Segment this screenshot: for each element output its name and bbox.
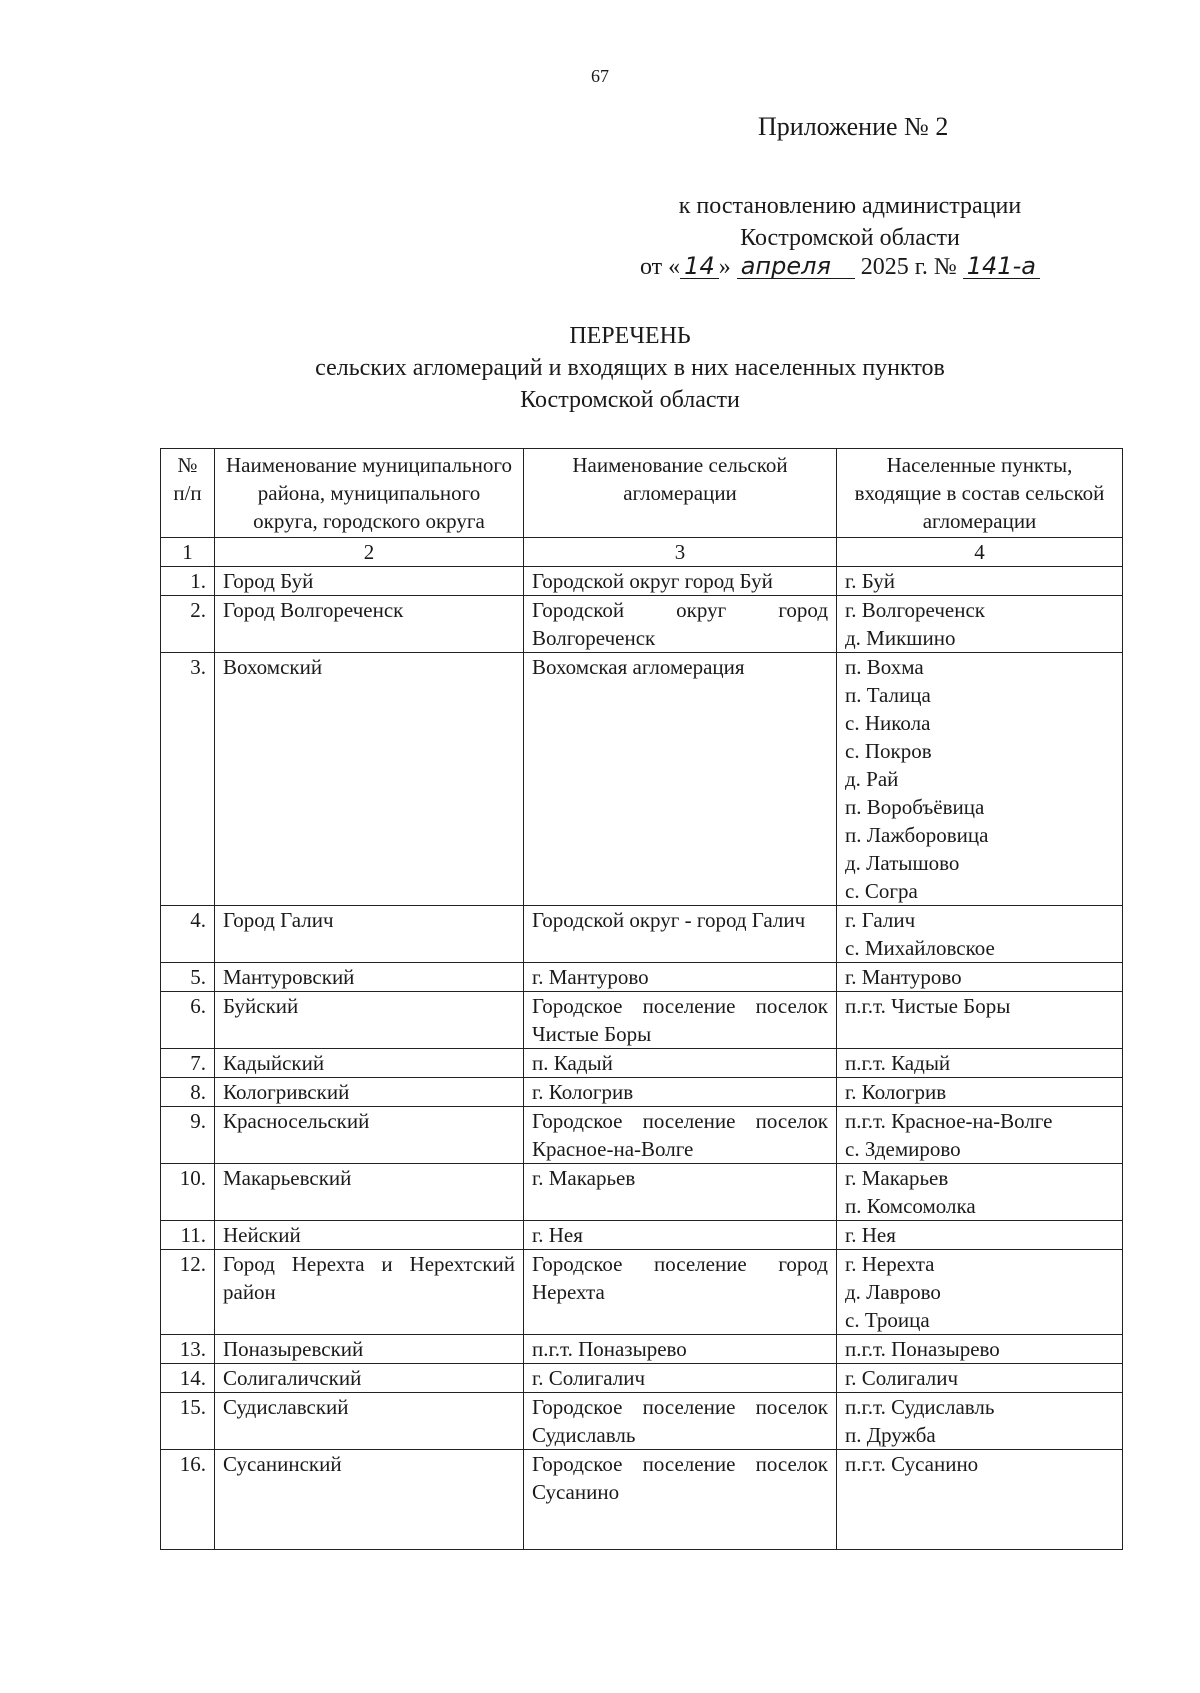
agglomeration-name: г. Кологрив bbox=[524, 1078, 837, 1107]
column-index: 1 bbox=[161, 538, 215, 567]
agglomeration-name: г. Мантурово bbox=[524, 963, 837, 992]
row-number: 15. bbox=[161, 1393, 215, 1450]
agglomeration-name: Городское поселение город Нерехта bbox=[524, 1250, 837, 1335]
settlements-list bbox=[837, 1364, 1123, 1393]
settlements-list bbox=[837, 1335, 1123, 1364]
agglomeration-name: Городское поселение поселок Красное-на-Волге bbox=[524, 1107, 837, 1164]
row-number: 11. bbox=[161, 1221, 215, 1250]
agglomeration-name: Вохомская агломерация bbox=[524, 653, 837, 906]
agglomeration-name: Городской округ город Волгореченск bbox=[524, 596, 837, 653]
header-agglomeration: Наименование сельской агломерации bbox=[524, 449, 837, 538]
row-number: 16. bbox=[161, 1450, 215, 1550]
district-name: Судиславский bbox=[215, 1393, 524, 1450]
agglomeration-name: п. Кадый bbox=[524, 1049, 837, 1078]
settlements-list bbox=[837, 992, 1123, 1049]
row-number: 6. bbox=[161, 992, 215, 1049]
district-name: Мантуровский bbox=[215, 963, 524, 992]
header-settlements: Населенные пункты, входящие в состав сельской агломерации bbox=[837, 449, 1123, 538]
table-row bbox=[161, 1393, 1123, 1450]
settlements-list bbox=[837, 596, 1123, 653]
settlement-name: п.г.т. Судиславль bbox=[845, 1395, 995, 1419]
page-number: 67 bbox=[591, 66, 609, 86]
settlement-name: с. Здемирово bbox=[845, 1137, 961, 1161]
district-name: Нейский bbox=[215, 1221, 524, 1250]
decree-prefix: от « bbox=[640, 254, 681, 280]
district-name: Макарьевский bbox=[215, 1164, 524, 1221]
table-body bbox=[161, 567, 1123, 1550]
settlement-name: п. Воробъёвица bbox=[845, 795, 985, 819]
settlements-list bbox=[837, 1250, 1123, 1335]
settlement-name: г. Солигалич bbox=[845, 1366, 959, 1390]
settlement-name: п.г.т. Кадый bbox=[845, 1051, 951, 1075]
agglomeration-name: Городское поселение поселок Чистые Боры bbox=[524, 992, 837, 1049]
settlement-name: п. Комсомолка bbox=[845, 1194, 976, 1218]
table-row bbox=[161, 1164, 1123, 1221]
settlement-name: с. Никола bbox=[845, 711, 931, 735]
row-number: 1. bbox=[161, 567, 215, 596]
settlements-list bbox=[837, 1450, 1123, 1550]
title-main: ПЕРЕЧЕНЬ bbox=[569, 323, 691, 349]
agglomeration-name: г. Солигалич bbox=[524, 1364, 837, 1393]
table-row bbox=[161, 1078, 1123, 1107]
table-row bbox=[161, 1107, 1123, 1164]
settlement-name: д. Латышово bbox=[845, 851, 960, 875]
settlement-name: г. Мантурово bbox=[845, 965, 962, 989]
district-name: Буйский bbox=[215, 992, 524, 1049]
table-row bbox=[161, 653, 1123, 906]
settlement-name: г. Нерехта bbox=[845, 1252, 935, 1276]
settlement-name: п.г.т. Поназырево bbox=[845, 1337, 1000, 1361]
row-number: 4. bbox=[161, 906, 215, 963]
table-row bbox=[161, 1221, 1123, 1250]
agglomerations-table bbox=[160, 448, 1123, 1550]
settlement-name: п. Лажборовица bbox=[845, 823, 989, 847]
district-name: Кадыйский bbox=[215, 1049, 524, 1078]
agglomeration-name: п.г.т. Поназырево bbox=[524, 1335, 837, 1364]
agglomeration-name: г. Макарьев bbox=[524, 1164, 837, 1221]
row-number: 14. bbox=[161, 1364, 215, 1393]
row-number: 7. bbox=[161, 1049, 215, 1078]
settlements-list bbox=[837, 963, 1123, 992]
row-number: 9. bbox=[161, 1107, 215, 1164]
decree-day: 14 bbox=[680, 254, 719, 279]
table-row bbox=[161, 1250, 1123, 1335]
decree-month: апреля bbox=[737, 254, 855, 279]
column-index: 4 bbox=[837, 538, 1123, 567]
column-index-row bbox=[161, 538, 1123, 567]
settlement-name: с. Покров bbox=[845, 739, 932, 763]
settlements-list bbox=[837, 906, 1123, 963]
settlement-name: с. Согра bbox=[845, 879, 918, 903]
settlement-name: п. Вохма bbox=[845, 655, 924, 679]
row-number: 3. bbox=[161, 653, 215, 906]
settlement-name: г. Макарьев bbox=[845, 1166, 949, 1190]
table-row bbox=[161, 1049, 1123, 1078]
settlements-list bbox=[837, 653, 1123, 906]
settlements-list bbox=[837, 1078, 1123, 1107]
district-name: Город Галич bbox=[215, 906, 524, 963]
table-row bbox=[161, 1335, 1123, 1364]
table-row bbox=[161, 963, 1123, 992]
settlement-name: д. Лаврово bbox=[845, 1280, 941, 1304]
settlement-name: с. Михайловское bbox=[845, 936, 995, 960]
settlements-list bbox=[837, 1393, 1123, 1450]
table-row bbox=[161, 992, 1123, 1049]
decree-number: 141-а bbox=[963, 254, 1040, 279]
row-number: 8. bbox=[161, 1078, 215, 1107]
row-number: 5. bbox=[161, 963, 215, 992]
table-row bbox=[161, 596, 1123, 653]
district-name: Город Буй bbox=[215, 567, 524, 596]
table-row bbox=[161, 1364, 1123, 1393]
settlement-name: д. Микшино bbox=[845, 626, 956, 650]
decree-reference-line: к постановлению администрации bbox=[678, 193, 1022, 219]
row-number: 10. bbox=[161, 1164, 215, 1221]
column-index: 3 bbox=[524, 538, 837, 567]
settlements-list bbox=[837, 1221, 1123, 1250]
district-name: Поназыревский bbox=[215, 1335, 524, 1364]
district-name: Вохомский bbox=[215, 653, 524, 906]
decree-year: 2025 г. № bbox=[854, 254, 963, 280]
row-number: 13. bbox=[161, 1335, 215, 1364]
header-number: № п/п bbox=[161, 449, 215, 538]
district-name: Город Волгореченск bbox=[215, 596, 524, 653]
settlement-name: г. Нея bbox=[845, 1223, 896, 1247]
settlement-name: г. Галич bbox=[845, 908, 916, 932]
agglomeration-name: Городской округ - город Галич bbox=[524, 906, 837, 963]
decree-reference-line: Костромской области bbox=[740, 225, 960, 251]
agglomeration-name: Городское поселение поселок Судиславль bbox=[524, 1393, 837, 1450]
district-name: Красносельский bbox=[215, 1107, 524, 1164]
settlement-name: п.г.т. Сусанино bbox=[845, 1452, 979, 1476]
agglomeration-name: Городское поселение поселок Сусанино bbox=[524, 1450, 837, 1550]
table-row bbox=[161, 567, 1123, 596]
row-number: 12. bbox=[161, 1250, 215, 1335]
header-district: Наименование муниципального района, муниципального округа, городского округа bbox=[215, 449, 524, 538]
settlement-name: г. Буй bbox=[845, 569, 896, 593]
settlement-name: п. Талица bbox=[845, 683, 931, 707]
district-name: Город Нерехта и Нерехтский район bbox=[215, 1250, 524, 1335]
decree-reference bbox=[640, 190, 1060, 254]
settlement-name: п.г.т. Чистые Боры bbox=[845, 994, 1011, 1018]
district-name: Солигаличский bbox=[215, 1364, 524, 1393]
appendix-label: Приложение № 2 bbox=[758, 112, 949, 141]
district-name: Кологривский bbox=[215, 1078, 524, 1107]
document-title bbox=[0, 320, 1200, 416]
settlement-name: д. Рай bbox=[845, 767, 899, 791]
district-name: Сусанинский bbox=[215, 1450, 524, 1550]
table-row bbox=[161, 1450, 1123, 1550]
settlements-list bbox=[837, 567, 1123, 596]
column-index: 2 bbox=[215, 538, 524, 567]
agglomeration-name: г. Нея bbox=[524, 1221, 837, 1250]
row-number: 2. bbox=[161, 596, 215, 653]
settlement-name: г. Волгореченск bbox=[845, 598, 985, 622]
settlements-list bbox=[837, 1049, 1123, 1078]
settlements-list bbox=[837, 1107, 1123, 1164]
settlement-name: п. Дружба bbox=[845, 1423, 936, 1447]
title-subtitle: сельских агломераций и входящих в них населенных пунктов bbox=[315, 355, 945, 381]
settlements-list bbox=[837, 1164, 1123, 1221]
agglomeration-name: Городской округ город Буй bbox=[524, 567, 837, 596]
table-row bbox=[161, 906, 1123, 963]
decree-separator: » bbox=[718, 254, 737, 280]
settlement-name: п.г.т. Красное-на-Волге bbox=[845, 1109, 1053, 1133]
decree-date-number bbox=[640, 254, 1140, 281]
title-subtitle: Костромской области bbox=[520, 387, 740, 413]
settlement-name: г. Кологрив bbox=[845, 1080, 947, 1104]
table-header-row bbox=[161, 449, 1123, 538]
settlement-name: с. Троица bbox=[845, 1308, 930, 1332]
